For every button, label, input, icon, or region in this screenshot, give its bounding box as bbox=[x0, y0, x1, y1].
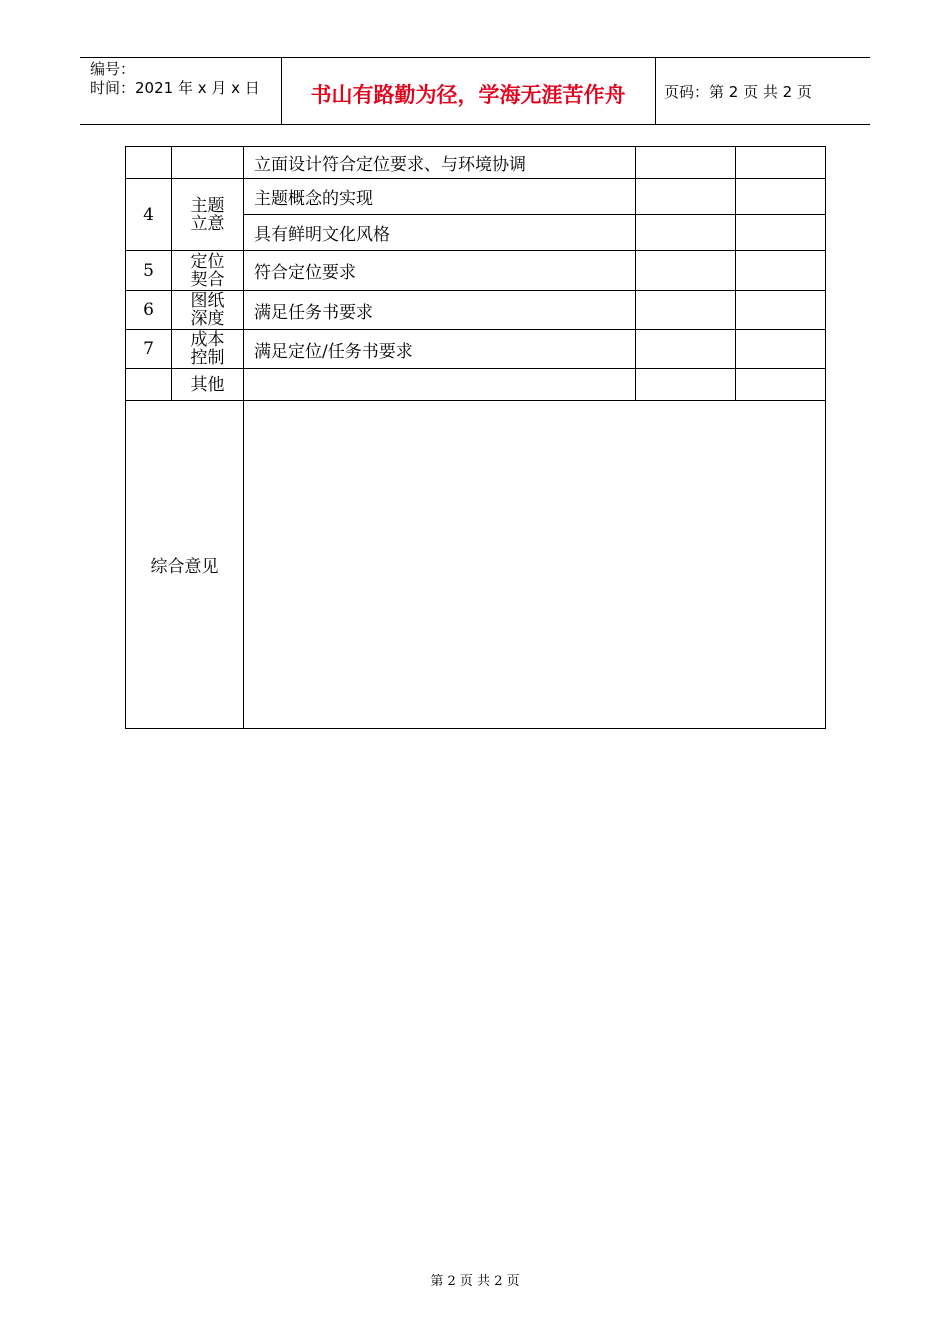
remark-cell[interactable] bbox=[736, 215, 826, 251]
table-row bbox=[126, 251, 826, 291]
table-row bbox=[126, 369, 826, 401]
page-number-label: 页码：第 2 页 共 2 页 bbox=[664, 83, 812, 101]
table-row bbox=[126, 291, 826, 330]
row-item: 满足定位/任务书要求 bbox=[244, 330, 636, 369]
row-item: 立面设计符合定位要求、与环境协调 bbox=[244, 147, 636, 179]
score-cell[interactable] bbox=[636, 179, 736, 215]
table-row bbox=[126, 330, 826, 369]
row-item: 主题概念的实现 bbox=[244, 179, 636, 215]
remark-cell[interactable] bbox=[736, 251, 826, 291]
header-bottom-rule bbox=[80, 124, 870, 125]
review-table bbox=[125, 146, 826, 729]
row-item: 符合定位要求 bbox=[244, 251, 636, 291]
summary-row bbox=[126, 401, 826, 729]
remark-cell[interactable] bbox=[736, 330, 826, 369]
document-time-label: 时间：2021 年 x 月 x 日 bbox=[90, 79, 260, 97]
header-motto: 书山有路勤为径，学海无涯苦作舟 bbox=[310, 83, 626, 107]
row-number: 6 bbox=[126, 291, 172, 330]
row-item: 满足任务书要求 bbox=[244, 291, 636, 330]
row-item: 具有鲜明文化风格 bbox=[244, 215, 636, 251]
table-row bbox=[126, 179, 826, 215]
table-row bbox=[126, 147, 826, 179]
row-number bbox=[126, 147, 172, 179]
page-footer: 第 2 页 共 2 页 bbox=[430, 1274, 520, 1289]
row-category: 定位 契合 bbox=[172, 251, 244, 291]
summary-opinion-field[interactable] bbox=[244, 401, 826, 729]
row-number: 5 bbox=[126, 251, 172, 291]
row-number bbox=[126, 369, 172, 401]
score-cell[interactable] bbox=[636, 251, 736, 291]
row-category: 其他 bbox=[172, 369, 244, 401]
score-cell[interactable] bbox=[636, 147, 736, 179]
row-category: 主题 立意 bbox=[172, 179, 244, 251]
summary-label: 综合意见 bbox=[126, 401, 244, 729]
row-category bbox=[172, 147, 244, 179]
row-category: 图纸 深度 bbox=[172, 291, 244, 330]
row-number: 7 bbox=[126, 330, 172, 369]
remark-cell[interactable] bbox=[736, 179, 826, 215]
document-number-label: 编号： bbox=[90, 60, 136, 78]
remark-cell[interactable] bbox=[736, 147, 826, 179]
score-cell[interactable] bbox=[636, 215, 736, 251]
row-number: 4 bbox=[126, 179, 172, 251]
remark-cell[interactable] bbox=[736, 291, 826, 330]
score-cell[interactable] bbox=[636, 330, 736, 369]
header-top-rule bbox=[80, 57, 870, 58]
score-cell[interactable] bbox=[636, 369, 736, 401]
header-divider-right bbox=[655, 57, 656, 124]
score-cell[interactable] bbox=[636, 291, 736, 330]
row-item bbox=[244, 369, 636, 401]
remark-cell[interactable] bbox=[736, 369, 826, 401]
row-category: 成本 控制 bbox=[172, 330, 244, 369]
